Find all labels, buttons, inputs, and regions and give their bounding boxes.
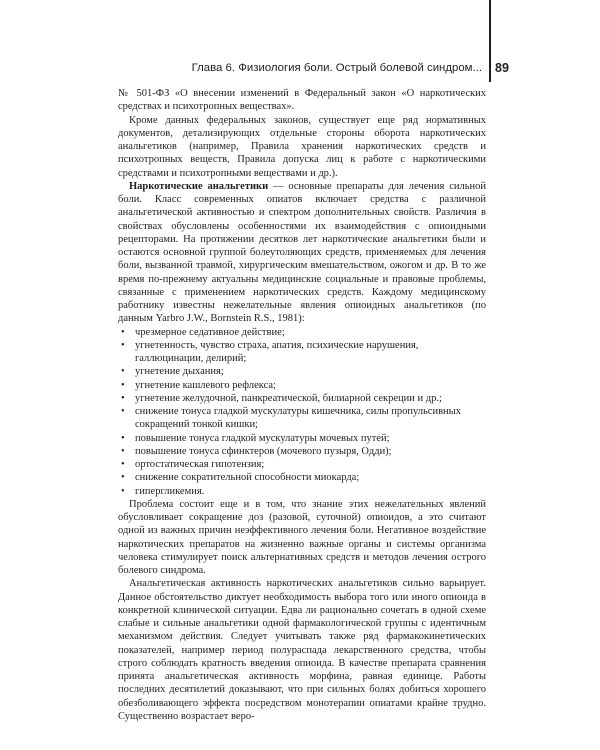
list-item: • угнетение желудочной, панкреатической, билиарной секреции и др.; — [135, 392, 486, 405]
paragraph-narcotic-analgesics-text: — основные препараты для лечения сильной боли. Класс современных опиатов включает средства с различной анальгетической активностью и спектром дополнительных свойств. Различия в свойствах обусловлены особенностями их взаимодействия с опиоидными рецепторами. На протяжении десятков лет наркотические анальгетики были и остаются основной группой болеутоляющих средств, применяемых для лечения боли, вызванной травмой, хирургическим вмешательством, ожогом и др. В то же время по-прежнему актуальны медицинские социальные и правовые проблемы, связанные с применением наркотических средств. Каждому медицинскому работнику известны нежелательные явления опиоидных анальгетиков (по данным Yarbro J.W., Bornstein R.S., 1981): — [118, 180, 486, 325]
list-item: • ортостатическая гипотензия; — [135, 458, 486, 471]
page-number: 89 — [495, 61, 509, 75]
list-item: • угнетенность, чувство страха, апатия, психические нарушения, галлюцинации, делирий; — [135, 339, 486, 366]
paragraph-regulations: Кроме данных федеральных законов, существует еще ряд нормативных документов, детализирующих отдельные стороны оборота наркотических анальгетиков (например, Правила хранения наркотических средств и психотропных веществ, Правила допуска лиц к работе с наркотическими средствами и психотропными веществами и др.). — [118, 114, 486, 179]
list-item: • гипергликемия. — [135, 485, 486, 498]
running-title: Глава 6. Физиология боли. Острый болевой синдром... — [191, 62, 482, 74]
paragraph-law-reference: № 501-ФЗ «О внесении изменений в Федеральный закон «О наркотических средствах и психотропных веществах». — [118, 88, 486, 113]
paragraph-problem: Проблема состоит еще и в том, что знание этих нежелательных явлений обусловливает сокращение доз (разовой, суточной) опиоидов, а это считают одной из важных причин неэффективного лечения боли. Негативное воздействие наркотических препаратов на жизненно важные органы и системы организма человека стимулирует поиск альтернативных средств и методов лечения острого болевого синдрома. — [118, 498, 486, 576]
list-item: • снижение сократительной способности миокарда; — [135, 471, 486, 484]
header-rule — [489, 0, 491, 82]
list-item: • повышение тонуса сфинктеров (мочевого пузыря, Одди); — [135, 445, 486, 458]
list-item: • угнетение дыхания; — [135, 365, 486, 378]
list-item: • повышение тонуса гладкой мускулатуры мочевых путей; — [135, 432, 486, 445]
term-narcotic-analgesics: Наркотические анальгетики — [129, 180, 269, 192]
side-effects-list — [118, 326, 486, 498]
paragraph-analgesic-activity: Анальгетическая активность наркотических анальгетиков сильно варьирует. Данное обстоятельство диктует необходимость выбора того или иного опиоида в конкретной клинической ситуации. Едва ли рационально сочетать в одной схеме слабые и сильные анальгетики одной фармакологической группы с идентичным механизмом действия. Следует учитывать также ряд фармакокинетических показателей, например период полураспада лекарственного средства, чтобы строго соблюдать кратность введения опиоида. В качестве препарата сравнения принята анальгетическая активность морфина, равная единице. Работы последних десятилетий доказывают, что при сильных болях добиться хорошего обезболивающего эффекта посредством монотерапии опиатами крайне трудно. Существенно возрастает веро- — [118, 578, 486, 722]
list-item: • снижение тонуса гладкой мускулатуры кишечника, силы пропульсивных сокращений тонкой кишки; — [135, 405, 486, 432]
list-item: • угнетение кашлевого рефлекса; — [135, 379, 486, 392]
main-text — [118, 87, 486, 723]
paragraph-narcotic-analgesics — [118, 180, 486, 326]
list-item: • чрезмерное седативное действие; — [135, 326, 486, 339]
